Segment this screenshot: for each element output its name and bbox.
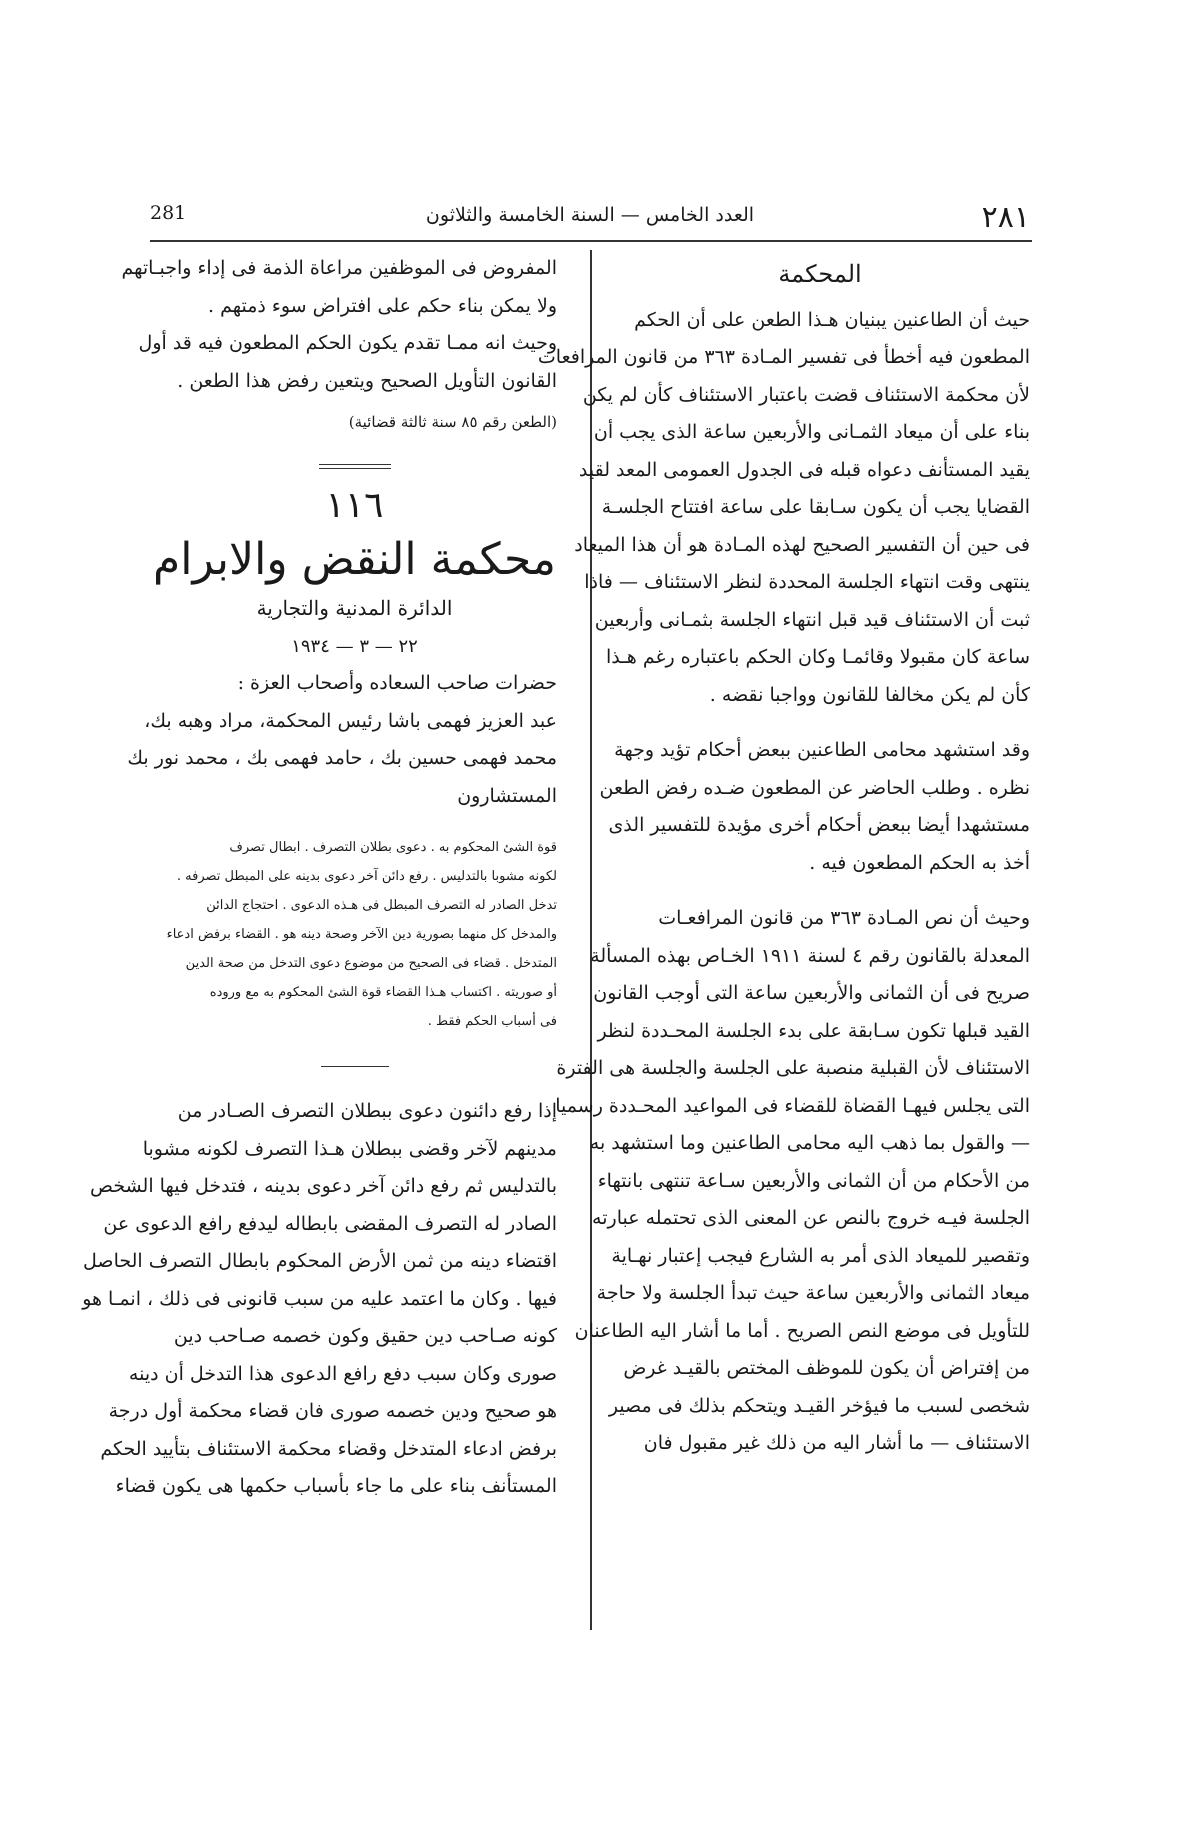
text-line: بناء على أن ميعاد الثمـانى والأربعين ساعة الذى يجب أن [593, 421, 1030, 443]
bench-line: محمد فهمى حسين بك ، حامد فهمى بك ، محمد نور بك [127, 747, 557, 769]
page-number-latin: 281 [150, 202, 187, 224]
text-line: يقيد المستأنف دعواه قبله فى الجدول العمومى المعد لقيد [578, 458, 1030, 481]
text-line: ميعاد الثمانى والأربعين ساعة حيث تبدأ الجلسة ولا حاجة [596, 1282, 1030, 1304]
text-line: وقد استشهد محامى الطاعنين ببعض أحكام تؤيد وجهة [614, 739, 1030, 761]
paragraph [121, 250, 557, 325]
text-line: اقتضاء دينه من ثمن الأرض المحكوم بابطال التصرف الحاصل [83, 1250, 557, 1272]
text-line: وحيث أن نص المـادة ٣٦٣ من قانون المرافعـات [658, 907, 1030, 929]
running-title: العدد الخامس — السنة الخامسة والثلاثون [425, 204, 755, 226]
text-line: المطعون فيه أخطأ فى تفسير المـادة ٣٦٣ من قانون المرافعات [537, 346, 1030, 368]
page-number-arabic: ٢٨١ [981, 200, 1030, 235]
court-name: محكمة النقض والابرام [153, 534, 556, 585]
summary-line: تدخل الصادر له التصرف المبطل فى هـذه الدعوى . احتجاج الدائن [206, 898, 557, 913]
text-line: المستأنف بناء على ما جاء بأسباب حكمها هى يكون قضاء [115, 1475, 557, 1497]
text-line: إذا رفع دائنون دعوى ببطلان التصرف الصـادر من [177, 1100, 557, 1122]
text-line: ساعة كان مقبولا وقائمـا وكان الحكم باعتباره رغم هـذا [605, 646, 1030, 668]
paragraph [599, 732, 1030, 882]
bench-line: المستشارون [457, 784, 557, 807]
text-line: الاستئناف لأن القبلية منصبة على الجلسة والجلسة هى الفترة [556, 1057, 1030, 1079]
text-line: المعدلة بالقانون رقم ٤ لسنة ١٩١١ الخـاص بهذه المسألة [590, 944, 1030, 967]
text-line: صورى وكان سبب دفع رافع الدعوى هذا التدخل أن دينه [128, 1362, 557, 1385]
text-line: القيد قبلها تكون سـابقة على بدء الجلسة المحـددة لنظر [597, 1019, 1030, 1042]
text-line: مستشهدا أيضا ببعض أحكام أخرى مؤيدة للتفسير الذى [608, 814, 1030, 836]
ruling-reference: (الطعن رقم ٨٥ سنة ثالثة قضائية) [348, 413, 557, 431]
text-line: أخذ به الحكم المطعون فيه . [809, 851, 1030, 874]
text-line: من إفتراض أن يكون للموظف المختص بالقيـد غرض [623, 1357, 1030, 1379]
text-line: وتقصير للميعاد الذى أمر به الشارع فيجب إعتبار نهـاية [611, 1244, 1030, 1267]
text-line: كونه صـاحب دين حقيق وكون خصمه صـاحب دين [173, 1325, 557, 1347]
left-column [82, 250, 557, 1506]
bench-line: عبد العزيز فهمى باشا رئيس المحكمة، مراد وهبه بك، [144, 709, 557, 732]
text-line: الجلسة فيـه خروج بالنص عن المعنى الذى تحتمله عبارته [592, 1207, 1030, 1229]
bench-intro: حضرات صاحب السعاده وأصحاب العزة : [237, 672, 557, 694]
text-line: وحيث انه ممـا تقدم يكون الحكم المطعون فيه قد أول [138, 332, 557, 354]
paragraph [537, 302, 1030, 715]
header-rule [150, 240, 1032, 242]
text-line: الصادر له التصرف المقضى بابطاله ليدفع رافع الدعوى عن [103, 1212, 557, 1235]
text-line: من الأحكام من أن الثمانى والأربعين سـاعة تنتهى بانتهاء [597, 1169, 1030, 1192]
paragraph [82, 1093, 557, 1506]
section-heading: المحكمة [778, 260, 862, 288]
section-separator [319, 464, 391, 469]
text-line: ولا يمكن بناء حكم على افتراض سوء ذمتهم . [208, 294, 557, 317]
text-line: — والقول بما ذهب اليه محامى الطاعنين وما استشهد به [589, 1132, 1030, 1154]
text-line: المفروض فى الموظفين مراعاة الذمة فى إداء واجبـاتهم [121, 257, 557, 279]
case-date: ٢٢ — ٣ — ١٩٣٤ [291, 635, 418, 657]
text-line: بالتدليس ثم رفع دائن آخر دعوى بدينه ، فتدخل فيها الشخص [90, 1175, 557, 1197]
text-line: شخصى لسبب ما فيؤخر القيـد ويتحكم بذلك فى مصير [608, 1394, 1030, 1417]
summary-line: المتدخل . قضاء فى الصحيح من موضوع دعوى التدخل من صحة الدين [185, 956, 557, 971]
text-line: صريح فى أن الثمانى والأربعين ساعة التى أوجب القانون [593, 982, 1030, 1004]
summary-line: قوة الشئ المحكوم به . دعوى بطلان التصرف . ابطال تصرف [229, 840, 557, 855]
text-line: القضايا يجب أن يكون سـابقا على ساعة افتتاح الجلسـة [601, 496, 1030, 518]
summary-line: أو صوريته . اكتساب هـذا القضاء قوة الشئ المحكوم به مع وروده [209, 985, 557, 1000]
text-line: التى يجلس فيهـا القضاة للقضاء فى المواعيد المحـددة رسميا [555, 1094, 1030, 1117]
case-number: ١١٦ [325, 484, 384, 526]
text-line: الاستئناف — ما أشار اليه من ذلك غير مقبول فان [643, 1432, 1030, 1454]
summary-line: والمدخل كل منهما بصورية دين الآخر وصحة دينه هو . القضاء برفض ادعاء [166, 927, 557, 942]
text-line: للتأويل فى موضع النص الصريح . أما ما أشار اليه الطاعنان [574, 1319, 1030, 1342]
summary-separator [321, 1066, 389, 1067]
case-summary [152, 833, 557, 1036]
circuit-name: الدائرة المدنية والتجارية [256, 596, 453, 620]
paragraph [138, 325, 557, 400]
text-line: لأن محكمة الاستئناف قضت باعتبار الاستئناف كأن لم يكن [582, 383, 1030, 406]
text-line: ثبت أن الاستئناف قيد قبل انتهاء الجلسة بثمـانى وأربعين [594, 608, 1030, 631]
text-line: حيث أن الطاعنين يبنيان هـذا الطعن على أن الحكم [634, 308, 1030, 331]
summary-line: فى أسباب الحكم فقط . [427, 1014, 557, 1029]
paragraph [555, 900, 1030, 1463]
text-line: هو صحيح ودين خصمه صورى فان قضاء محكمة أول درجة [108, 1400, 557, 1422]
text-line: كأن لم يكن مخالفا للقانون وواجبا نقضه . [709, 683, 1030, 706]
right-column [537, 250, 1030, 1463]
running-header [150, 200, 1030, 240]
text-line: نظره . وطلب الحاضر عن المطعون ضـده رفض الطعن [599, 776, 1030, 799]
text-line: فى حين أن التفسير الصحيح لهذه المـادة هو أن هذا الميعاد [574, 533, 1030, 556]
text-line: ينتهى وقت انتهاء الجلسة المحددة لنظر الاستئناف — فاذا [584, 571, 1030, 593]
text-line: القانون التأويل الصحيح ويتعين رفض هذا الطعن . [177, 369, 557, 392]
text-line: برفض ادعاء المتدخل وقضاء محكمة الاستئناف بتأييد الحكم [100, 1437, 557, 1460]
summary-line: لكونه مشوبا بالتدليس . رفع دائن آخر دعوى بدينه على المبطل تصرفه . [176, 869, 557, 884]
text-line: فيها . وكان ما اعتمد عليه من سبب قانونى فى ذلك ، انمـا هو [82, 1287, 557, 1310]
text-line: مدينهم لآخر وقضى ببطلان هـذا التصرف لكونه مشوبا [142, 1137, 557, 1160]
